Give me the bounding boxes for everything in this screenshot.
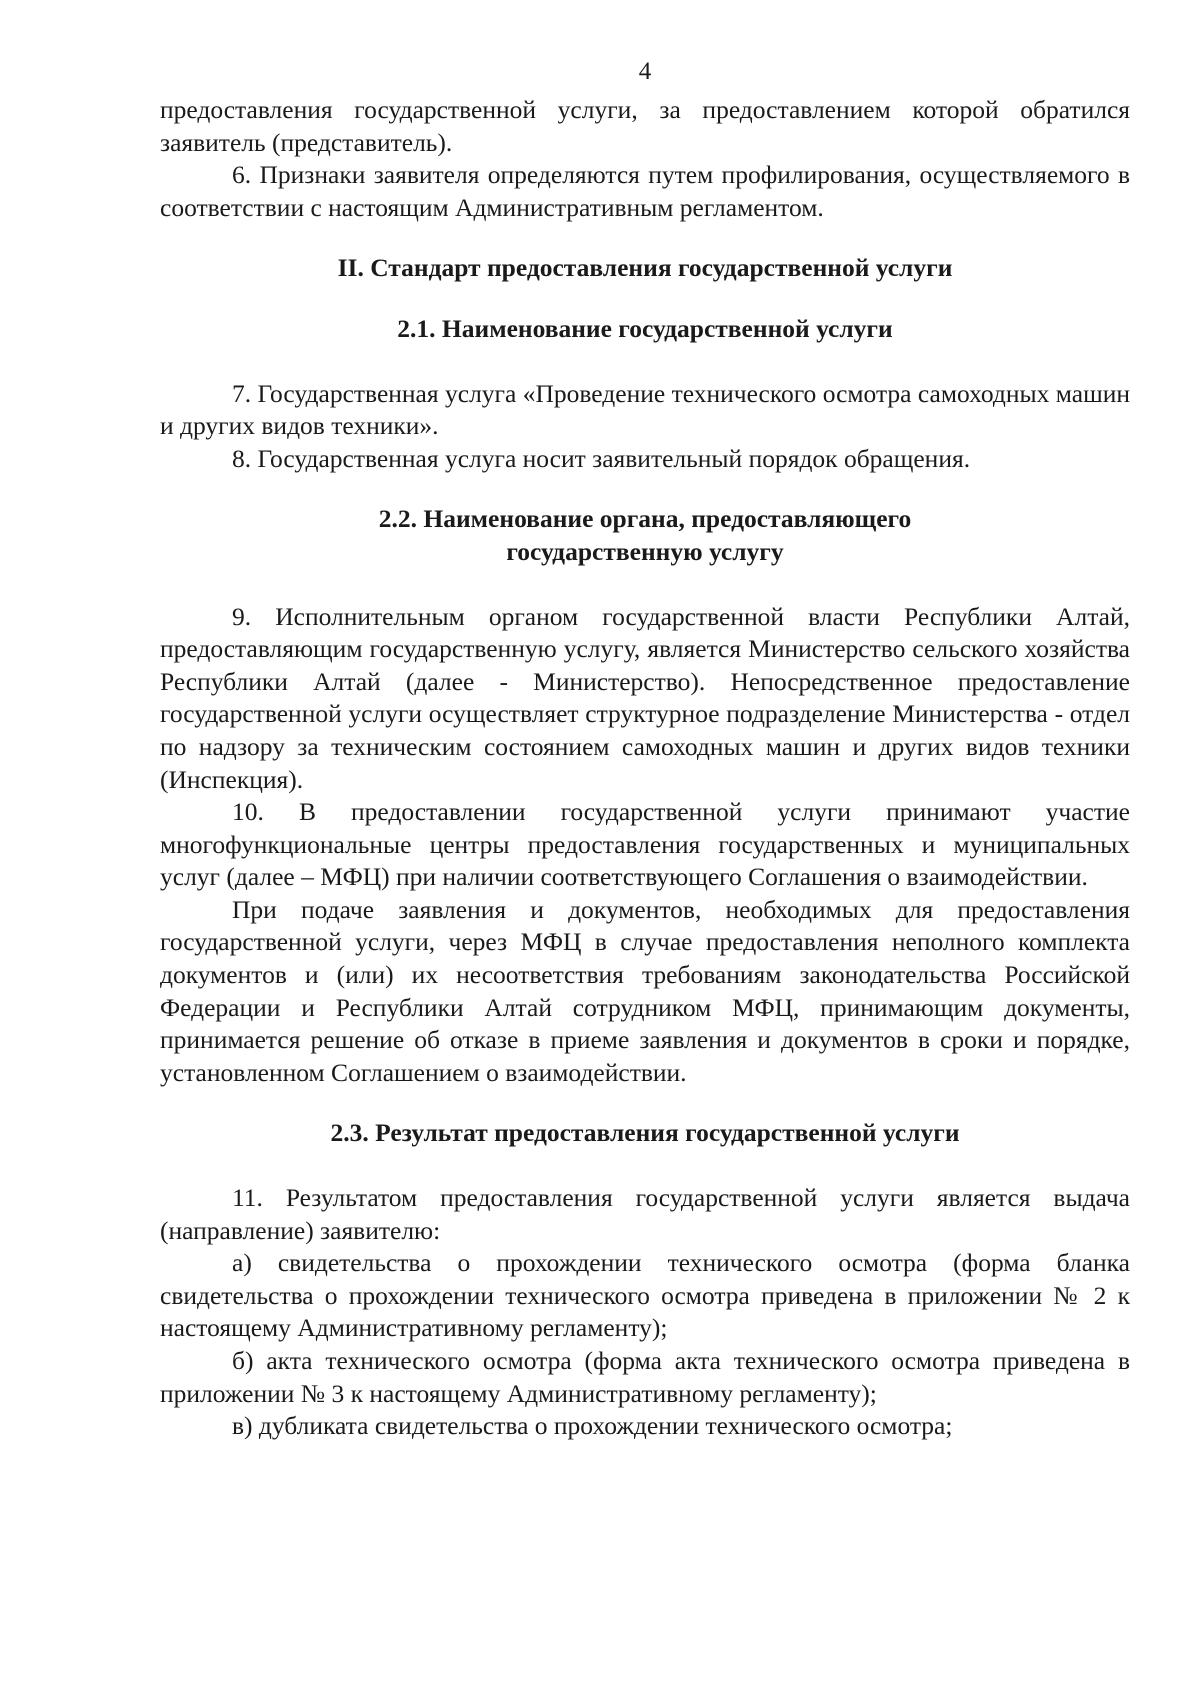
- paragraph-continuation: предоставления государственной услуги, за предоставлением которой обратился заявитель (представитель).: [160, 95, 1130, 157]
- paragraph-10: 10. В предоставлении государственной услуги принимают участие многофункциональные центры предоставления государственных и муниципальных услуг (далее – МФЦ) при наличии соответствующего Соглашения о взаимодействии.: [160, 797, 1130, 892]
- subsection-heading-2-2: [160, 503, 1130, 568]
- list-item-a: а) свидетельства о прохождении технического осмотра (форма бланка свидетельства о прохождении технического осмотра приведена в приложении № 2 к настоящему Административному регламенту);: [160, 1248, 1130, 1343]
- heading-line-2: государственную услугу: [506, 536, 784, 566]
- page-number: 4: [638, 58, 652, 85]
- paragraph-9: 9. Исполнительным органом государственной власти Республики Алтай, предоставляющим государственную услугу, является Министерство сельского хозяйства Республики Алтай (далее - Министерство). Непосредственное предоставление государственной услуги осуществляет структурное подразделение Министерства - отдел по надзору за техническим состоянием самоходных машин и других видов техники (Инспекция).: [160, 601, 1130, 794]
- paragraph-6: 6. Признаки заявителя определяются путем профилирования, осуществляемого в соответствии с настоящим Административным регламентом.: [160, 160, 1130, 222]
- paragraph-mfc-refusal: При подаче заявления и документов, необходимых для предоставления государственной услуги, через МФЦ в случае предоставления неполного комплекта документов и (или) их несоответствия требованиям законодательства Российской Федерации и Республики Алтай сотрудником МФЦ, принимающим документы, принимается решение об отказе в приеме заявления и документов в сроки и порядке, установленном Соглашением о взаимодействии.: [160, 894, 1130, 1087]
- document-page: [160, 56, 1130, 1443]
- paragraph-11: 11. Результатом предоставления государственной услуги является выдача (направление) заявителю:: [160, 1183, 1130, 1245]
- paragraph-8: 8. Государственная услуга носит заявительный порядок обращения.: [232, 443, 971, 473]
- paragraph-7: 7. Государственная услуга «Проведение технического осмотра самоходных машин и других видов техники».: [160, 378, 1130, 441]
- heading-line-1: 2.2. Наименование органа, предоставляющего: [378, 504, 912, 534]
- list-item-b: б) акта технического осмотра (форма акта технического осмотра приведена в приложении № 3 к настоящему Административному регламенту);: [160, 1346, 1130, 1408]
- section-heading-II: II. Стандарт предоставления государственной услуги: [337, 253, 953, 283]
- subsection-heading-2-1: 2.1. Наименование государственной услуги: [397, 313, 893, 343]
- list-item-v: в) дубликата свидетельства о прохождении технического осмотра;: [232, 1411, 953, 1441]
- subsection-heading-2-3: 2.3. Результат предоставления государственной услуги: [330, 1118, 960, 1148]
